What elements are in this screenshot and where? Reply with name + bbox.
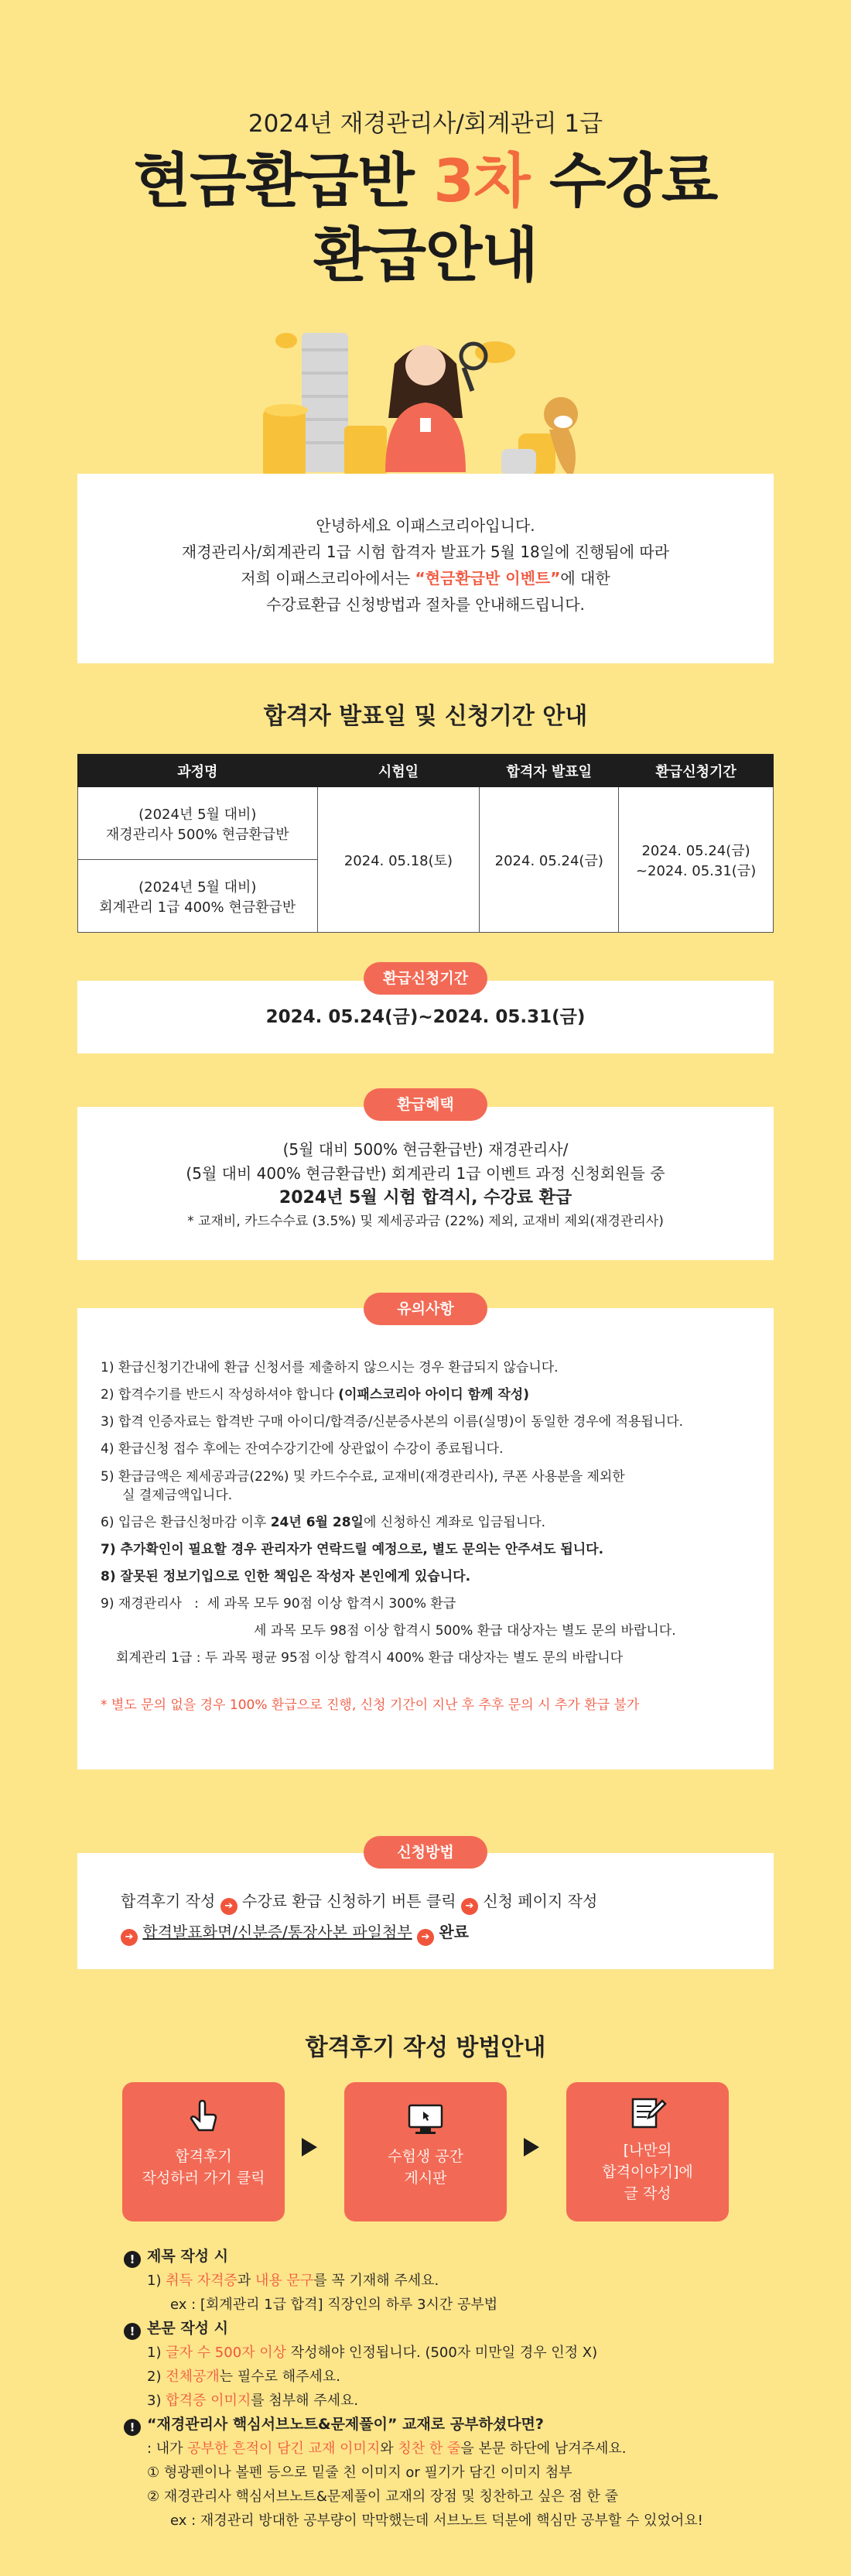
- intro-line: [77, 565, 774, 591]
- notice-item: 회계관리 1급 : 두 과목 평균 95점 이상 합격시 400% 환급 대상자는 별도 문의 바랍니다: [116, 1650, 624, 1666]
- guide-heading: [124, 2245, 820, 2269]
- document-pen-icon: [628, 2093, 667, 2132]
- course-text: 재경관리사 500% 현금환급반: [105, 826, 289, 843]
- guide-text: 를 꼭 기재해 주세요.: [313, 2273, 439, 2289]
- intro-line: 안녕하세요 이패스코리아입니다.: [316, 516, 535, 535]
- col-course: 과정명: [78, 755, 318, 787]
- guide-heading-text: 본문 작성 시: [147, 2320, 228, 2337]
- guide-text: 3): [147, 2393, 166, 2409]
- table-header-row: [78, 755, 774, 787]
- notice-text: 실 결제금액입니다.: [122, 1488, 233, 1503]
- guide-text: 과: [237, 2273, 255, 2289]
- schedule-title: 합격자 발표일 및 신청기간 안내: [263, 703, 588, 730]
- hero-illustration: [255, 317, 596, 488]
- alert-icon: !: [124, 2251, 141, 2268]
- notice-item: 4) 환급신청 접수 후에는 잔여수강기간에 상관없이 수강이 종료됩니다.: [101, 1441, 504, 1457]
- table-row: [78, 787, 774, 860]
- period-badge: 환급신청기간: [364, 962, 487, 995]
- method-card: [77, 1853, 774, 1969]
- step-write-post[interactable]: [566, 2082, 729, 2221]
- notice-badge: 유의사항: [364, 1293, 487, 1325]
- method-row: [121, 1886, 774, 1917]
- guide-text: 작성해야 인정됩니다. (500자 미만일 경우 인정 X): [286, 2345, 598, 2361]
- step-label: 수험생 공간: [388, 2148, 463, 2165]
- step-label: 게시판: [404, 2170, 447, 2187]
- step-click-review[interactable]: [122, 2082, 285, 2221]
- notice-item: 1) 환급신청기간내에 환급 신청서를 제출하지 않으시는 경우 환급되지 않습니다.: [101, 1360, 559, 1375]
- course-text: (2024년 5월 대비): [138, 879, 257, 896]
- guide-highlight: 칭찬 한 줄: [398, 2441, 461, 2457]
- guide-example: ex : [회계관리 1급 합격] 직장인의 하루 3시간 공부법: [170, 2297, 498, 2313]
- guide-line: [124, 2437, 820, 2461]
- col-exam: 시험일: [317, 755, 480, 787]
- guide-heading-text: 제목 작성 시: [147, 2248, 228, 2265]
- notice-item: [101, 1382, 774, 1409]
- arrow-right-icon: ➔: [220, 1898, 238, 1915]
- guide-text: 1): [147, 2273, 166, 2289]
- alert-icon: !: [124, 2323, 141, 2340]
- step-label: [나만의: [623, 2142, 672, 2159]
- notice-text: 6) 입금은 환급신청마감 이후: [101, 1515, 271, 1530]
- method-step: 합격후기 작성: [121, 1892, 216, 1910]
- benefit-highlight: 2024년 5월 시험 합격시, 수강료 환급: [279, 1188, 572, 1208]
- guide-highlight: 취득 자격증: [166, 2273, 238, 2289]
- guide-highlight: 합격증 이미지: [166, 2393, 251, 2409]
- title-line2: 환급안내: [313, 221, 538, 289]
- title-part: 수강료: [529, 146, 718, 215]
- notice-text: 에 신청하신 계좌로 입금됩니다.: [363, 1515, 546, 1530]
- guide-heading-text: “재경관리사 핵심서브노트&문제풀이” 교재로 공부하셨다면?: [147, 2416, 544, 2433]
- notice-item: 3) 합격 인증자료는 합격반 구매 아이디/합격증/신분증사본의 이름(실명)이 동일한 경우에 적용됩니다.: [101, 1414, 684, 1430]
- intro-card: [77, 474, 774, 663]
- method-step: 수강료 환급 신청하기 버튼 클릭: [242, 1892, 456, 1910]
- event-highlight: “현금환급반 이벤트”: [415, 569, 561, 587]
- title-accent: 3차: [433, 146, 530, 215]
- period-card: 2024. 05.24(금)~2024. 05.31(금): [77, 981, 774, 1053]
- guide-highlight: 전체공개: [166, 2369, 220, 2385]
- guide-example: ex : 재경관리 방대한 공부량이 막막했는데 서브노트 덕분에 핵심만 공부할 수 있었어요!: [170, 2513, 703, 2529]
- step-board[interactable]: [344, 2082, 507, 2221]
- intro-text: 에 대한: [560, 569, 610, 587]
- play-arrow-icon: [302, 2138, 317, 2156]
- guide-line: [124, 2365, 820, 2389]
- apply-period: [619, 787, 774, 933]
- apply-text: ~2024. 05.31(금): [635, 862, 757, 879]
- intro-line: 재경관리사/회계관리 1급 시험 합격자 발표가 5월 18일에 진행됨에 따라: [181, 543, 670, 561]
- step-label: 작성하러 가기 클릭: [142, 2170, 265, 2187]
- guide-text: 2): [147, 2369, 166, 2385]
- guide-highlight: 공부한 흔적이 담긴 교재 이미지: [187, 2441, 381, 2457]
- play-arrow-icon: [524, 2138, 539, 2156]
- guide-line: [124, 2269, 820, 2293]
- guide-heading: [124, 2413, 820, 2437]
- arrow-right-icon: ➔: [417, 1929, 434, 1946]
- dog-icon: [501, 397, 578, 476]
- benefit-card: [77, 1107, 774, 1260]
- notice-text: 2) 합격수기를 반드시 작성하셔야 합니다: [101, 1387, 339, 1403]
- review-steps: [122, 2082, 729, 2221]
- notice-bold: (이패스코리아 아이디 함께 작성): [338, 1387, 529, 1403]
- guide-text: 와: [380, 2441, 398, 2457]
- guide-text: 는 필수로 해주세요.: [219, 2369, 341, 2385]
- guide-line: ② 재경관리사 핵심서브노트&문제풀이 교재의 장점 및 칭찬하고 싶은 점 한 줄: [147, 2489, 619, 2505]
- notice-card: [77, 1308, 774, 1769]
- review-guide: [124, 2245, 820, 2533]
- hand-pointer-icon: [184, 2099, 223, 2138]
- guide-text: 을 본문 하단에 남겨주세요.: [460, 2441, 627, 2457]
- intro-line: 수강료환급 신청방법과 절차를 안내해드립니다.: [266, 595, 585, 614]
- step-label: 합격후기: [175, 2148, 232, 2165]
- notice-item: 9) 재경관리사 : 세 과목 모두 90점 이상 합격시 300% 환급: [101, 1596, 456, 1612]
- course-cell: [78, 787, 318, 860]
- guide-highlight: 내용 문구: [255, 2273, 314, 2289]
- notice-item: 세 과목 모두 98점 이상 합격시 500% 환급 대상자는 별도 문의 바랍니다.: [254, 1623, 676, 1639]
- intro-text: 저희 이패스코리아에서는: [241, 569, 415, 587]
- review-title: 합격후기 작성 방법안내: [305, 2034, 546, 2061]
- method-badge: 신청방법: [364, 1836, 487, 1869]
- course-cell: [78, 860, 318, 933]
- course-text: (2024년 5월 대비): [138, 806, 257, 823]
- schedule-table: [77, 754, 774, 933]
- arrow-right-icon: ➔: [461, 1898, 478, 1915]
- benefit-line: (5월 대비 400% 현금환급반) 회계관리 1급 이벤트 과정 신청회원들 중: [186, 1164, 665, 1183]
- guide-heading: [124, 2317, 820, 2341]
- col-announce: 합격자 발표일: [480, 755, 619, 787]
- title-part: 현금환급반: [133, 146, 434, 215]
- benefit-note: * 교재비, 카드수수료 (3.5%) 및 제세공과금 (22%) 제외, 교재비 제외(재경관리사): [187, 1214, 664, 1229]
- method-step: 합격발표화면/신분증/통장사본 파일첨부: [142, 1923, 412, 1941]
- guide-line: [124, 2389, 820, 2413]
- method-step: 신청 페이지 작성: [483, 1892, 598, 1910]
- guide-text: : 내가: [147, 2441, 188, 2457]
- announce-date: 2024. 05.24(금): [480, 787, 619, 933]
- alert-icon: !: [124, 2419, 141, 2436]
- notice-item: [101, 1468, 774, 1505]
- benefit-badge: 환급혜택: [364, 1088, 487, 1121]
- guide-text: 를 첨부해 주세요.: [251, 2393, 359, 2409]
- notice-item: 8) 잘못된 정보기입으로 인한 책임은 작성자 본인에게 있습니다.: [101, 1569, 471, 1584]
- benefit-line: (5월 대비 500% 현금환급반) 재경관리사/: [282, 1140, 569, 1159]
- notice-item: 7) 추가확인이 필요할 경우 관리자가 연락드릴 예정으로, 별도 문의는 안주셔도 됩니다.: [101, 1542, 604, 1557]
- exam-date: 2024. 05.18(토): [317, 787, 480, 933]
- method-step: 완료: [439, 1923, 469, 1941]
- method-row: [121, 1917, 774, 1947]
- guide-line: ① 형광펜이나 볼펜 등으로 밑줄 친 이미지 or 필기가 담긴 이미지 첨부: [147, 2465, 572, 2481]
- notice-warning: * 별도 문의 없을 경우 100% 환급으로 진행, 신청 기간이 지난 후 추후 문의 시 추가 환급 불가: [101, 1697, 640, 1713]
- notice-text: 5) 환급금액은 제세공과금(22%) 및 카드수수료, 교재비(재경관리사), 쿠폰 사용분을 제외한: [101, 1469, 625, 1485]
- guide-line: [124, 2341, 820, 2365]
- page-subtitle: 2024년 재경관리사/회계관리 1급: [248, 110, 603, 138]
- guide-text: 1): [147, 2345, 166, 2361]
- monitor-icon: [406, 2099, 445, 2138]
- character-icon: [385, 344, 486, 472]
- step-label: 합격이야기]에: [602, 2163, 693, 2180]
- arrow-right-icon: ➔: [121, 1929, 138, 1946]
- notice-bold: 24년 6월 28일: [270, 1515, 364, 1530]
- apply-text: 2024. 05.24(금): [641, 842, 750, 859]
- step-label: 글 작성: [624, 2185, 672, 2202]
- course-text: 회계관리 1급 400% 현금환급반: [99, 899, 296, 916]
- guide-highlight: 글자 수 500자 이상: [166, 2345, 287, 2361]
- page-title: [0, 144, 851, 293]
- col-apply: 환급신청기간: [619, 755, 774, 787]
- notice-item: [101, 1509, 774, 1536]
